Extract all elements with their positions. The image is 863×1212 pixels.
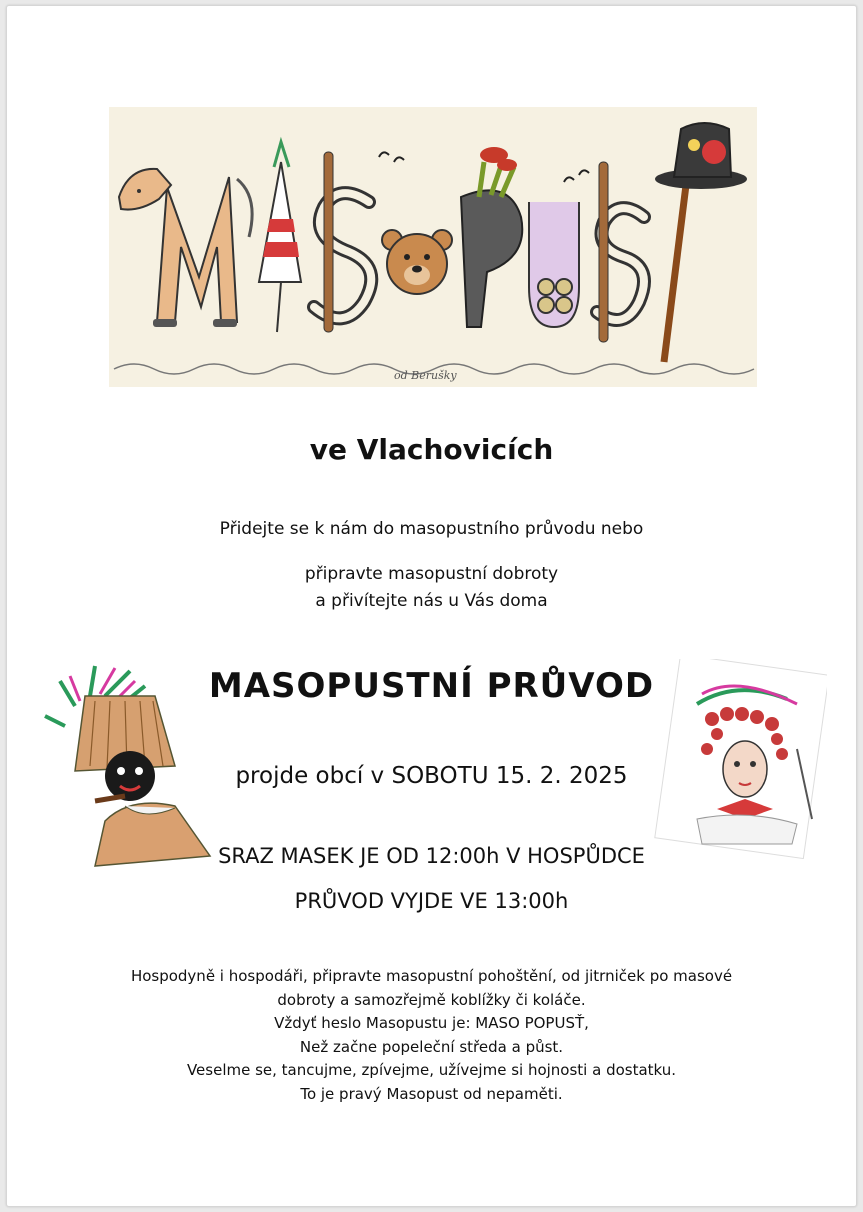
closing-text [7, 965, 856, 1106]
closing-line: Hospodyně i hospodáři, připravte masopustní pohoštění, od jitrniček po masové [130, 967, 733, 985]
masopust-banner [109, 107, 757, 387]
mask-figure-right [647, 659, 827, 859]
mask-figure-left [35, 656, 235, 871]
button-letter-u [529, 170, 589, 327]
invitation-line-2: připravte masopustní dobroty [304, 564, 559, 584]
event-headline: MASOPUSTNÍ PRŮVOD [208, 666, 655, 706]
meeting-time: SRAZ MASEK JE OD 12:00h V HOSPŮDCE [218, 844, 645, 868]
closing-line: Veselme se, tancujme, zpívejme, užívejme si hojnosti a dostatku. [186, 1061, 677, 1079]
event-date: projde obcí v SOBOTU 15. 2. 2025 [235, 763, 628, 789]
departure-time: PRŮVOD VYJDE VE 13:00h [294, 889, 569, 913]
place-heading: ve Vlachovicích [309, 433, 554, 466]
striped-hat-letter-a [259, 142, 301, 332]
grey-letter-p [461, 147, 522, 327]
invitation-line-1: Přidejte se k nám do masopustního průvodu nebo [219, 519, 644, 539]
invitation-line-3: a přivítejte nás u Vás doma [315, 591, 548, 611]
closing-line: Než začne popeleční středa a půst. [299, 1037, 564, 1056]
horse-letter-m [119, 169, 252, 327]
banner-signature: od Berušky [394, 369, 457, 382]
masopust-illustration [109, 107, 757, 387]
violin-letter-s-second [597, 162, 644, 342]
closing-line: To je pravý Masopust od nepaměti. [300, 1084, 563, 1103]
poster-page [6, 5, 857, 1207]
closing-line: dobroty a samozřejmě koblížky či koláče. [277, 990, 586, 1009]
closing-line: Vždyť heslo Masopustu je: MASO POPUSŤ, [274, 1014, 589, 1032]
top-hat-letter-t [655, 123, 747, 362]
teddy-bear-letter-o [382, 230, 452, 294]
